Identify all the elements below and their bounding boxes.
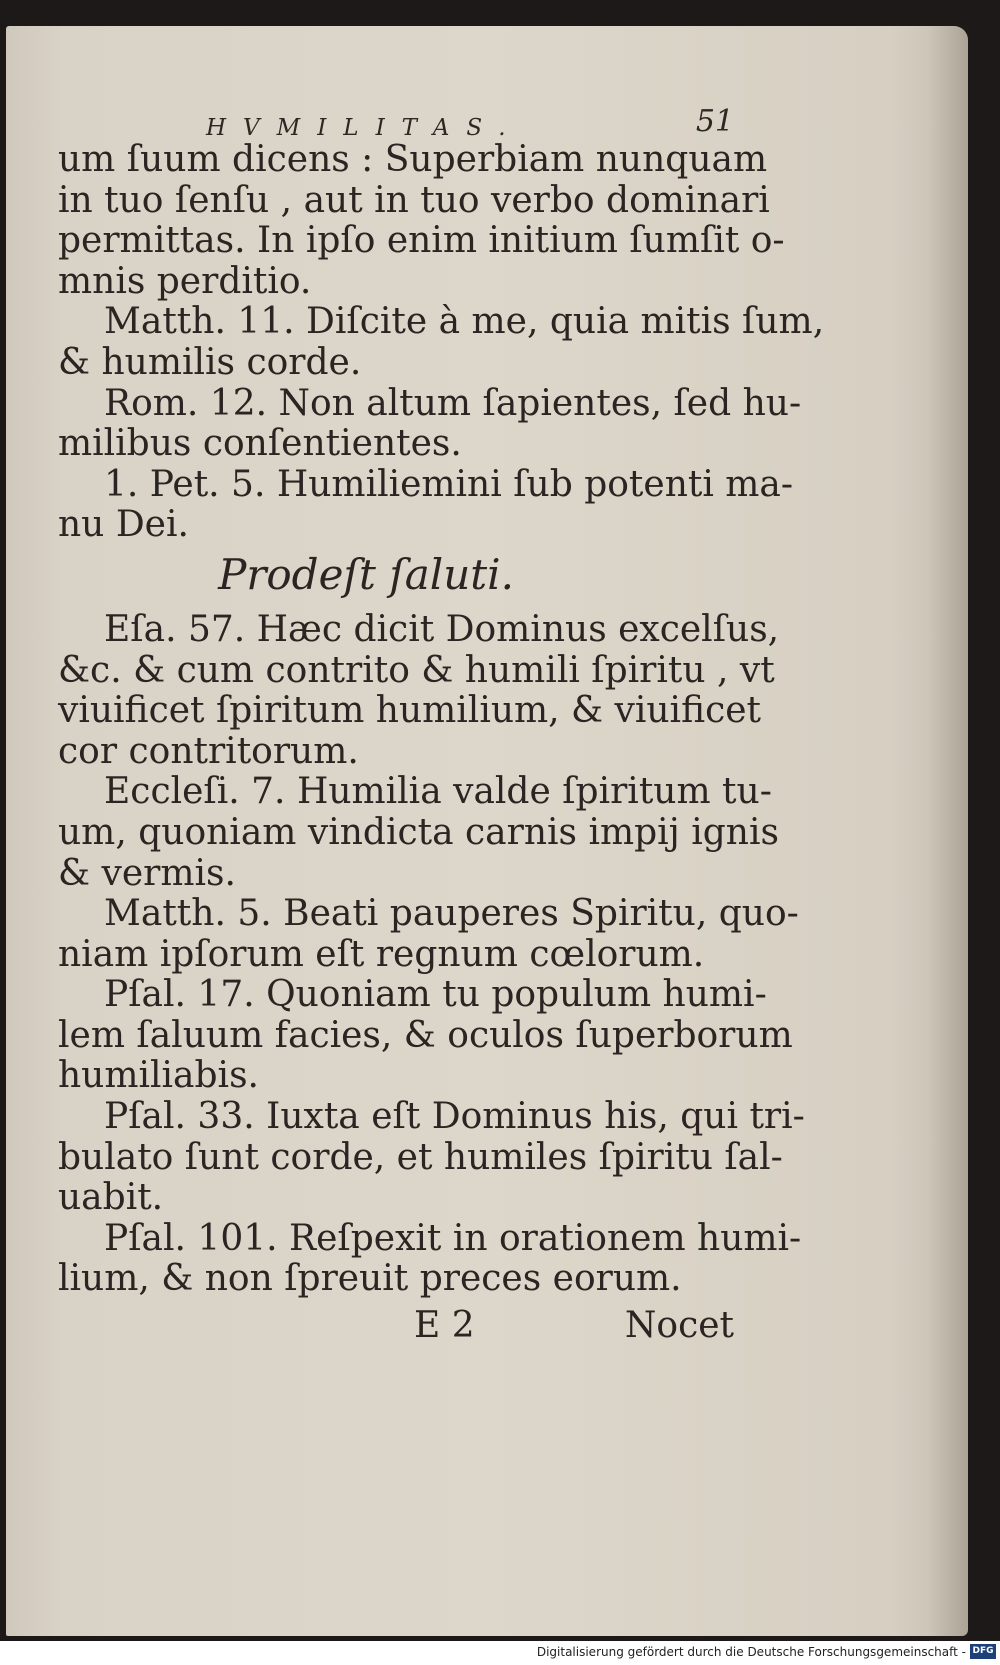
text-line: Matth. 11. Diſcite à me, quia mitis ſum,	[104, 301, 825, 343]
page-header	[58, 102, 734, 141]
text-line: Pſal. 17. Quoniam tu populum humi-	[104, 974, 767, 1016]
digitization-footer	[0, 1641, 1000, 1665]
text-line: Pſal. 101. Reſpexit in orationem humi-	[104, 1217, 802, 1259]
text-line: Eccleſi. 7. Humilia valde ſpiritum tu-	[104, 771, 772, 813]
text-line: humiliabis.	[58, 1055, 259, 1097]
text-line: um ſuum dicens : Superbiam nunquam	[58, 139, 768, 180]
catchline	[58, 1306, 734, 1354]
catchword: Nocet	[624, 1305, 734, 1347]
book-page	[6, 26, 968, 1636]
text-line: nu Dei.	[58, 504, 189, 546]
text-line: milibus conſentientes.	[58, 423, 462, 465]
page-number: 51	[695, 104, 734, 139]
text-block	[58, 102, 825, 1354]
section-text	[58, 608, 805, 1300]
digitization-credit: Digitalisierung gefördert durch die Deutsche Forschungsgemeinschaft -	[536, 1645, 966, 1659]
signature-mark: E 2	[414, 1305, 475, 1347]
text-line: viuificet ſpiritum humilium, & viuificet	[58, 690, 762, 732]
text-line: lem ſaluum facies, & oculos ſuperborum	[58, 1014, 793, 1056]
text-line: Eſa. 57. Hæc dicit Dominus excelſus,	[104, 608, 780, 650]
body-text	[58, 139, 825, 546]
text-line: niam ipſorum eſt regnum cœlorum.	[58, 933, 705, 975]
text-line: mnis perditio.	[58, 260, 312, 302]
text-line: 1. Pet. 5. Humiliemini ſub potenti ma-	[104, 463, 794, 505]
text-line: in tuo ſenſu , aut in tuo verbo dominari	[58, 179, 770, 221]
dfg-logo-icon: DFG	[970, 1644, 996, 1659]
text-line: uabit.	[58, 1177, 164, 1219]
text-line: permittas. In ipſo enim initium ſumſit o-	[58, 220, 785, 262]
section-heading: Prodeſt ſaluti.	[218, 549, 514, 599]
text-line: &c. & cum contrito & humili ſpiritu , vt	[58, 649, 775, 691]
text-line: bulato ſunt corde, et humiles ſpiritu ſal-	[58, 1136, 783, 1178]
text-line: & humilis corde.	[58, 341, 362, 383]
text-line: um, quoniam vindicta carnis impij ignis	[58, 811, 779, 853]
text-line: Matth. 5. Beati pauperes Spiritu, quo-	[104, 893, 799, 935]
text-line: cor contritorum.	[58, 730, 359, 772]
text-line: Pſal. 33. Iuxta eſt Dominus his, qui tri-	[104, 1096, 805, 1138]
text-line: & vermis.	[58, 852, 236, 894]
running-title: HVMILITAS.	[206, 115, 523, 141]
text-line: lium, & non ſpreuit preces eorum.	[58, 1258, 682, 1300]
text-line: Rom. 12. Non altum ſapientes, ſed hu-	[104, 382, 802, 424]
